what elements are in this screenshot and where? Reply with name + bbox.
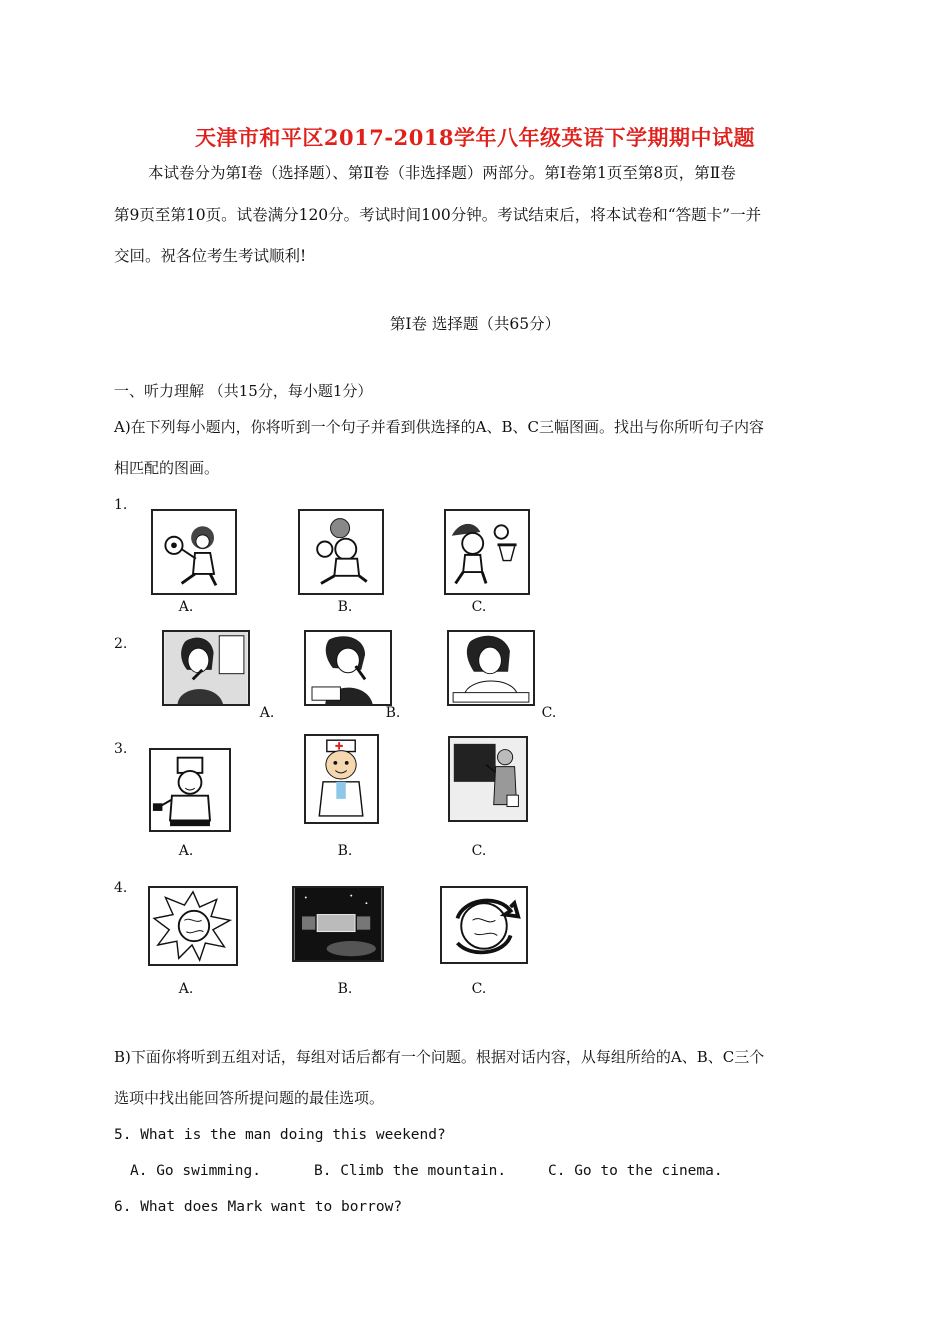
woman-thinking-icon xyxy=(162,630,250,706)
option-label: B. xyxy=(385,705,401,721)
option-label: C. xyxy=(471,981,487,997)
doctor-icon xyxy=(304,734,379,824)
woman-writing-icon xyxy=(447,630,535,706)
instruction-a-line-2: 相匹配的图画。 xyxy=(114,459,220,477)
q5-option-a: A. Go swimming. xyxy=(130,1163,261,1179)
option-label: A. xyxy=(178,981,194,997)
option-label: B. xyxy=(337,843,353,859)
option-label: C. xyxy=(471,599,487,615)
instruction-b-line-1: B)下面你将听到五组对话，每组对话后都有一个问题。根据对话内容，从每组所给的A、B、C三个 xyxy=(114,1048,765,1066)
mascot-basketball-icon xyxy=(444,509,530,595)
intro-line-2: 第9页至第10页。试卷满分120分。考试时间100分钟。考试结束后，将本试卷和“答题卡”一并 xyxy=(114,206,762,224)
intro-line-1: 本试卷分为第Ⅰ卷（选择题）、第Ⅱ卷（非选择题）两部分。第Ⅰ卷第1页至第8页，第Ⅱ卷 xyxy=(148,164,736,182)
q5-option-b: B. Climb the mountain. xyxy=(314,1163,507,1179)
option-label: B. xyxy=(337,981,353,997)
sun-earth-icon xyxy=(148,886,238,966)
listening-heading: 一、听力理解 （共15分，每小题1分） xyxy=(114,382,373,400)
option-label: C. xyxy=(541,705,557,721)
page-title: 天津市和平区2017-2018学年八年级英语下学期期中试题 xyxy=(194,125,756,150)
option-label: A. xyxy=(178,843,194,859)
teacher-icon xyxy=(448,736,528,822)
earth-recycle-icon xyxy=(440,886,528,964)
intro-line-3: 交回。祝各位考生考试顺利! xyxy=(114,247,307,265)
question-number: 2. xyxy=(114,636,128,652)
spacecraft-icon xyxy=(292,886,384,962)
instruction-b-line-2: 选项中找出能回答所提问题的最佳选项。 xyxy=(114,1089,385,1107)
option-label: A. xyxy=(178,599,194,615)
question-6: 6. What does Mark want to borrow? xyxy=(114,1199,403,1215)
option-label: B. xyxy=(337,599,353,615)
mascot-football-icon xyxy=(298,509,384,595)
question-number: 4. xyxy=(114,880,128,896)
instruction-a-line-1: A)在下列每小题内，你将听到一个句子并看到供选择的A、B、C三幅图画。找出与你所听句子内容 xyxy=(114,418,765,436)
option-label: C. xyxy=(471,843,487,859)
section-title: 第Ⅰ卷 选择题（共65分） xyxy=(389,315,561,333)
question-number: 1. xyxy=(114,497,128,513)
option-label: A. xyxy=(259,705,275,721)
cook-icon xyxy=(149,748,231,832)
question-5: 5. What is the man doing this weekend? xyxy=(114,1127,446,1143)
woman-tired-icon xyxy=(304,630,392,706)
q5-option-c: C. Go to the cinema. xyxy=(548,1163,723,1179)
question-number: 3. xyxy=(114,741,128,757)
mascot-soccer-icon xyxy=(151,509,237,595)
